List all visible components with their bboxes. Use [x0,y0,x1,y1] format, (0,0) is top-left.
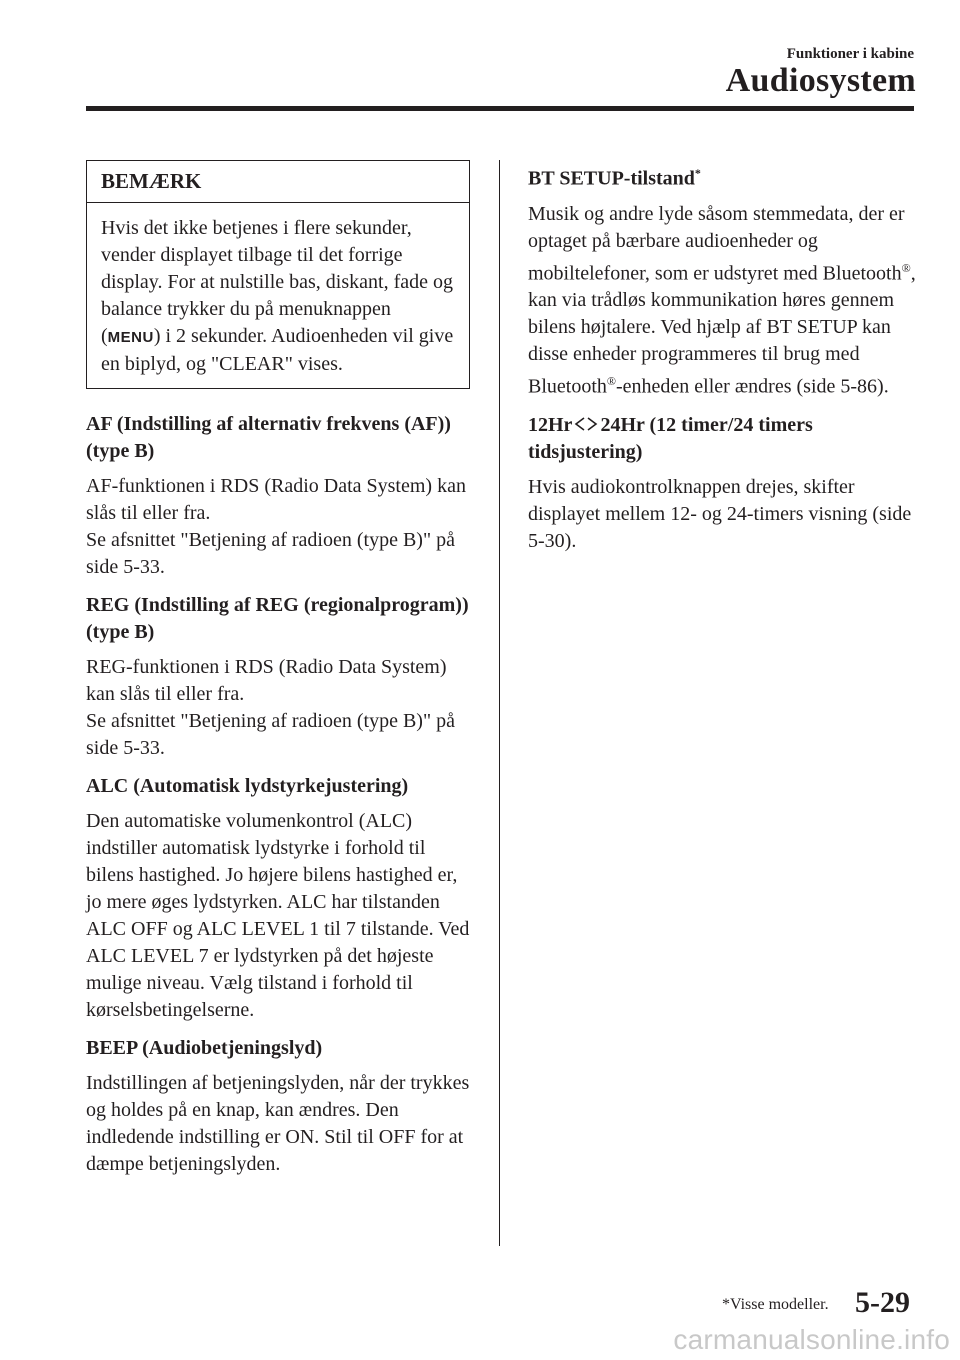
asterisk-mark: * [694,166,701,180]
note-text-after: ) i 2 sekunder. Audioenheden vil give en biplyd, og "CLEAR" vises. [101,325,454,375]
right-column [528,160,920,566]
paragraph: Se afsnittet "Betjening af radioen (type B)" på side 5-33. [86,529,455,578]
heading-beep: BEEP (Audiobetjeningslyd) [86,1037,323,1059]
menu-key-label: MENU [107,329,154,346]
footnote: *Visse modeller. [722,1296,829,1313]
note-text [87,203,469,388]
note-box [86,160,470,389]
hr-heading-a: 12Hr [528,413,573,436]
left-column [86,160,476,1189]
left-right-arrows-icon [573,416,599,432]
section-label: Funktioner i kabine [786,46,914,62]
column-divider [499,160,500,1246]
heading-alc: ALC (Automatisk lydstyrkejustering) [86,775,409,797]
watermark: carmanualsonline.info [673,1324,950,1355]
note-title: BEMÆRK [87,161,469,203]
bt-heading-text: BT SETUP-tilstand [528,167,695,190]
heading-reg: REG (Indstilling af REG (regionalprogram)) (type B) [86,594,469,643]
heading-bt-setup [528,160,920,193]
registered-mark: ® [606,374,617,389]
paragraph: Se afsnittet "Betjening af radioen (type B)" på side 5-33. [86,710,455,759]
paragraph: REG-funktionen i RDS (Radio Data System) kan slås til eller fra. [86,656,447,705]
header-rule [86,106,914,111]
page-number: 5-29 [855,1286,910,1319]
bt-text-3: -enheden eller ændres (side 5-86). [616,375,889,398]
heading-af: AF (Indstilling af alternativ frekvens (AF)) (type B) [86,413,451,462]
hr-heading-b: 24Hr (12 timer/24 timers tidsjustering) [528,413,813,463]
paragraph: AF-funktionen i RDS (Radio Data System) kan slås til eller fra. [86,475,466,524]
paragraph: Indstillingen af betjeningslyden, når der trykkes og holdes på en knap, kan ændres. Den indledende indstilling er ON. Stil til OFF for at dæmpe betjeningslyden. [86,1072,470,1175]
paragraph-bt [528,201,920,401]
bt-text-2: , kan via trådløs kommunikation høres gennem bilens højtalere. Ved hjælp af BT SETUP kan disse enheder programmeres til brug med Bluetooth [528,262,916,398]
registered-mark: ® [901,260,911,275]
page-title: Audiosystem [725,62,916,99]
paragraph-hr: Hvis audiokontrolknappen drejes, skifter displayet mellem 12- og 24-timers visning (side 5-30). [528,475,912,552]
bt-text-1: Musik og andre lyde såsom stemmedata, der er optaget på bærbare audioenheder og mobiltelefoner, som er udstyret med Bluetooth [528,202,905,285]
heading-12hr-24hr [528,412,920,466]
note-text-before: Hvis det ikke betjenes i flere sekunder, vender displayet tilbage til det forrige display. For at nulstille bas, diskant, fade og balance trykker du på menuknappen ( [101,217,453,347]
paragraph: Den automatiske volumenkontrol (ALC) indstiller automatisk lydstyrke i forhold til bilens hastighed. Jo højere bilens hastighed er, jo mere øges lydstyrken. ALC har tilstanden ALC OFF og ALC LEVEL 1 til 7 tilstande. Ved ALC LEVEL 7 er lydstyrken på det højeste mulige niveau. Vælg tilstand i forhold til kørselsbetingelserne. [86,810,470,1021]
